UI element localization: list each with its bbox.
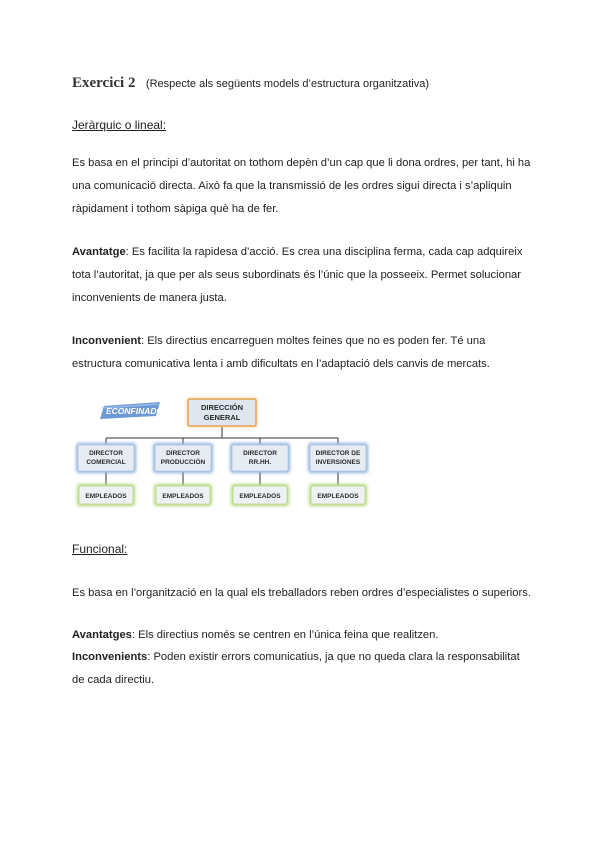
advantage-text: : Es facilita la rapidesa d’acció. Es crea una disciplina ferma, cada cap adquireix tota l’autoritat, ja que per als seus subordinats és l’únic que la posseeix. Permet solucionar inconvenients de manera justa.: [72, 246, 523, 304]
employees-label: EMPLEADOS: [317, 493, 359, 500]
hierarchical-description: Es basa en el principi d’autoritat on tothom depèn d’un cap que li dona ordres, per tant, hi ha una comunicació directa. Això fa que la transmissió de les ordres sigui directa i s’apliquin ràpidament i tothom sàpiga què ha de fer.: [72, 157, 531, 215]
drawbacks-text: : Poden existir errors comunicatius, ja que no queda clara la responsabilitat de cada directiu.: [72, 651, 520, 686]
section-title-functional: Funcional:: [72, 542, 128, 556]
org-chart-director-node: [308, 443, 368, 473]
drawback-text: : Els directius encarreguen moltes feines que no es poden fer. Té una estructura comunicativa lenta i amb dificultats en l’adaptació dels canvis de mercats.: [72, 335, 490, 370]
org-chart-connectors: [106, 427, 338, 485]
org-chart-employees-node: [231, 484, 289, 506]
org-chart-director-node: [153, 443, 213, 473]
org-chart: [72, 392, 372, 514]
advantage-label: Avantatge: [72, 246, 126, 258]
director-line1: DIRECTOR DE: [315, 450, 361, 457]
org-chart-director-node: [76, 443, 136, 473]
section-title-hierarchical: Jeràrquic o lineal:: [72, 118, 167, 132]
director-line2: RR.HH.: [248, 459, 272, 466]
hierarchical-drawback: [72, 330, 532, 376]
org-chart-employees-node: [77, 484, 135, 506]
org-chart-director-node: [230, 443, 290, 473]
top-node-line1: DIRECCIÓN: [200, 403, 244, 412]
drawback-label: Inconvenient: [72, 335, 141, 347]
org-chart-logo: [100, 402, 169, 419]
functional-advantages: [72, 624, 532, 647]
functional-description: Es basa en l’organització en la qual els treballadors reben ordres d’especialistes o superiors.: [72, 587, 531, 599]
employees-label: EMPLEADOS: [162, 493, 204, 500]
director-line1: DIRECTOR: [166, 450, 200, 457]
org-chart-top-node: [187, 398, 257, 427]
org-chart-employees-node: [309, 484, 367, 506]
exercise-heading: [72, 74, 429, 92]
top-node-line2: GENERAL: [203, 413, 241, 422]
exercise-title: Exercici 2: [72, 75, 136, 91]
advantages-text: : Els directius només se centren en l’única feina que realitzen.: [131, 629, 439, 641]
director-line1: DIRECTOR: [89, 450, 123, 457]
director-line2: INVERSIONES: [315, 459, 361, 466]
org-chart-employees-node: [154, 484, 212, 506]
exercise-subtitle: (Respecte als següents models d’estructura organitzativa): [145, 78, 429, 90]
drawbacks-label: Inconvenients: [72, 651, 148, 663]
employees-label: EMPLEADOS: [85, 493, 127, 500]
functional-drawbacks: [72, 646, 532, 692]
employees-label: EMPLEADOS: [239, 493, 281, 500]
hierarchical-advantage: [72, 241, 532, 310]
director-line2: COMERCIAL: [86, 459, 126, 466]
logo-text: ECONFINADOS: [106, 406, 169, 416]
director-line1: DIRECTOR: [243, 450, 277, 457]
advantages-label: Avantatges: [72, 629, 132, 641]
director-line2: PRODUCCIÓN: [160, 459, 206, 466]
